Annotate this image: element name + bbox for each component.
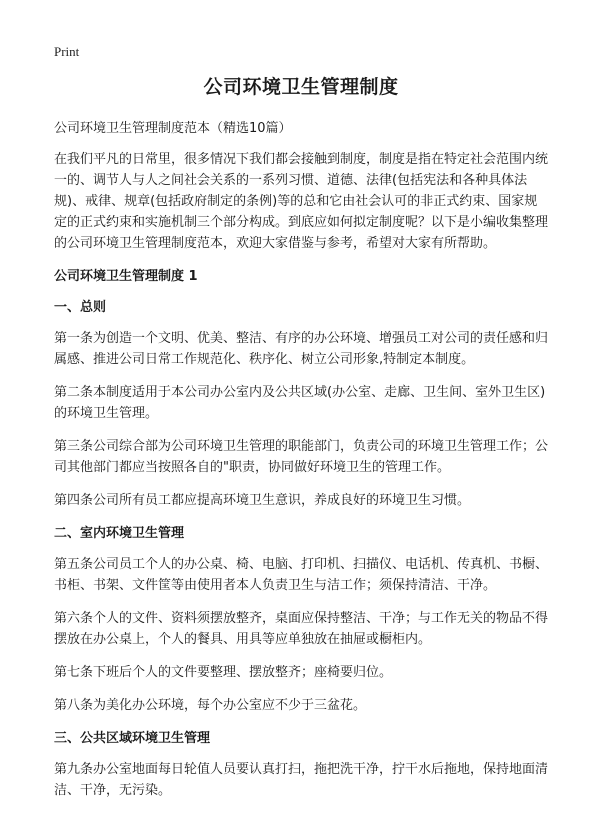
print-link[interactable]: Print <box>54 44 80 59</box>
section-heading: 公司环境卫生管理制度 1 <box>54 269 198 284</box>
article-paragraph: 第三条公司综合部为公司环境卫生管理的职能部门，负责公司的环境卫生管理工作；公司其他部门都应当按照各自的"职责，协同做好环境卫生的管理工作。 <box>54 439 549 475</box>
article-paragraph: 第四条公司所有员工都应提高环境卫生意识，养成良好的环境卫生习惯。 <box>54 493 471 508</box>
part-heading-public: 三、公共区域环境卫生管理 <box>54 731 211 746</box>
intro-paragraph: 在我们平凡的日常里，很多情况下我们都会接触到制度，制度是指在特定社会范围内统一的、调节人与人之间社会关系的一系列习惯、道德、法律(包括宪法和各种具体法规)、戒律、规章(包括政府制定的条例)等的总和它由社会认可的非正式约束、国家规定的正式约束和实施机制三个部分构成。到底应如何拟定制度呢？以下是小编收集整理的公司环境卫生管理制度范本，欢迎大家借鉴与参考，希望对大家有所帮助。 <box>54 152 549 251</box>
article-paragraph: 第七条下班后个人的文件要整理、摆放整齐；座椅要归位。 <box>54 665 393 680</box>
article-paragraph: 第六条个人的文件、资料须摆放整齐，桌面应保持整洁、干净；与工作无关的物品不得摆放在办公桌上，个人的餐具、用具等应单独放在抽屉或橱柜内。 <box>54 611 549 647</box>
part-heading-general: 一、总则 <box>54 300 107 315</box>
document-subtitle: 公司环境卫生管理制度范本（精选10篇） <box>54 121 292 136</box>
part-heading-indoor: 二、室内环境卫生管理 <box>54 526 185 541</box>
article-paragraph: 第九条办公室地面每日轮值人员要认真打扫，拖把洗干净，拧干水后拖地，保持地面清洁、干净，无污染。 <box>54 762 549 798</box>
article-paragraph: 第五条公司员工个人的办公桌、椅、电脑、打印机、扫描仪、电话机、传真机、书橱、书柜、书架、文件筐等由使用者本人负责卫生与洁工作；须保持清洁、干净。 <box>54 557 549 593</box>
article-paragraph: 第二条本制度适用于本公司办公室内及公共区域(办公室、走廊、卫生间、室外卫生区)的环境卫生管理。 <box>54 385 546 421</box>
article-paragraph: 第一条为创造一个文明、优美、整洁、有序的办公环境、增强员工对公司的责任感和归属感、推进公司日常工作规范化、秩序化、树立公司形象,特制定本制度。 <box>54 331 549 367</box>
article-paragraph: 第八条为美化办公环境，每个办公室应不少于三盆花。 <box>54 698 367 713</box>
document-title: 公司环境卫生管理制度 <box>203 76 399 98</box>
